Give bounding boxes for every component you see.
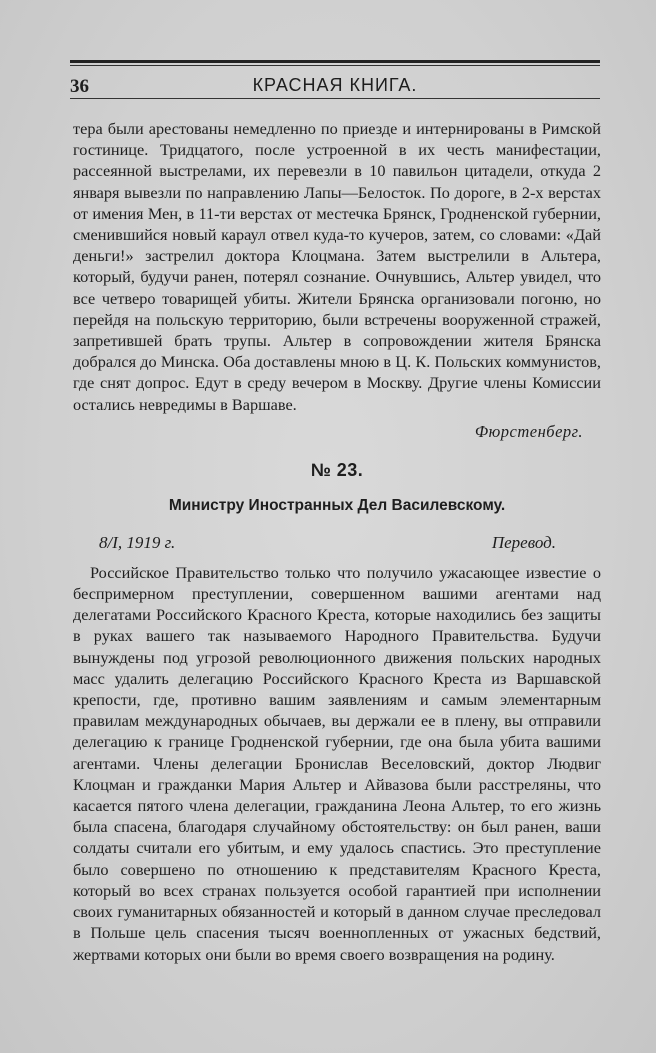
running-title: КРАСНАЯ КНИГА. (252, 75, 418, 95)
page-number: 36 (70, 76, 89, 97)
document-number: № 23. (310, 459, 364, 480)
document-dateline (73, 533, 601, 559)
header-rule-bottom (70, 98, 600, 99)
signature: Фюрстенберг. (474, 421, 583, 441)
running-header (70, 60, 600, 100)
document-paragraph: Российское Правительство только что получило ужасающее известие о беспримерном преступлении, совершенном вашими агентами над делегатами Российского Красного Креста, которые находились без защиты в руках вашего так называемого Народного Правительства. Будучи вынуждены под угрозой революционного движения польских народных масс удалить делегацию Российского Красного Креста из Варшавской крепости, где, противно вашим заявлениям и самым элементарным правилам международных обычаев, вы держали ее в плену, вы отправили делегацию к границе Гродненской губернии, где она была убита вашими агентами. Члены делегации Бронислав Веселовский, доктор Людвиг Клоцман и гражданки Мария Альтер и Айвазова были расстреляны, что касается пятого члена делегации, гражданина Леона Альтер, то его жизнь была спасена, благодаря случайному обстоятельству: он был ранен, ваши солдаты считали его убитым, и ему удалось спастись. Это преступление было совершено по отношению к представителям Красного Креста, который во всех странах пользуется особой гарантией при исполнении своих гуманитарных обязанностей и который в данном случае преследовал в Польше цель спасения тысяч военнопленных от ужасных бедствий, жертвами которых они были во время своего возвращения на родину. (73, 562, 601, 964)
continuation-paragraph: тера были арестованы немедленно по приезде и интернированы в Римской гостинице. Тридцатого, после устроенной в их честь манифестации, рассеянной выстрелами, их перевезли в 10 павильон цитадели, откуда 2 января вывезли по направлению Лапы—Белосток. По дороге, в 2-х верстах от имения Мен, в 11-ти верстах от местечка Брянск, Гродненской губернии, сменившийся новый караул отвел куда-то кучеров, затем, со словами: «Дай деньги!» застрелил доктора Клоцмана. Затем выстрелили в Альтера, который, будучи ранен, потерял сознание. Очнувшись, Альтер увидел, что все четверо товарищей убиты. Жители Брянска организовали погоню, но перейдя на польскую территорию, были встречены вооруженной стражей, запретившей брать трупы. Альтер в сопровождении жителя Брянска добрался до Минска. Оба доставлены мною в Ц. К. Польских коммунистов, где снят допрос. Едут в среду вечером в Москву. Другие члены Комиссии остались невредимы в Варшаве. (73, 119, 601, 414)
document-date: 8/I, 1919 г. (99, 532, 176, 552)
document-addressee: Министру Иностранных Дел Василевскому. (168, 496, 506, 514)
page-body (73, 118, 601, 965)
translation-mark: Перевод. (491, 532, 556, 552)
header-rule-top-thin (70, 65, 600, 66)
header-rule-top (70, 60, 600, 63)
